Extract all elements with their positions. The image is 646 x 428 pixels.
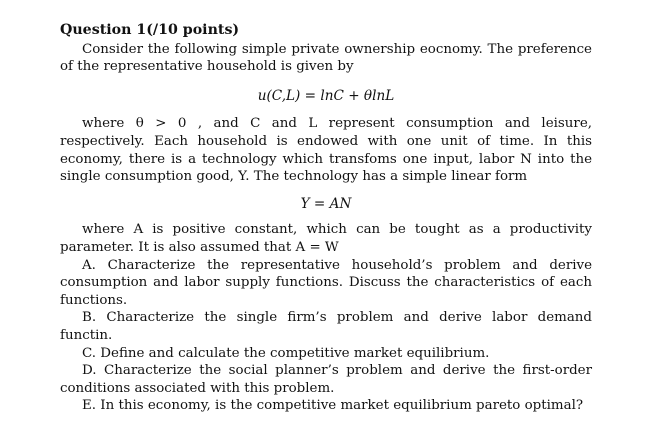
question-intro: Consider the following simple private ownership eocnomy. The preference of the representative household is given by (60, 41, 592, 75)
part-e: E. In this economy, is the competitive market equilibrium pareto optimal? (82, 398, 584, 414)
productivity-paragraph: where A is positive constant, which can be tought as a productivity parameter. It is also assumed that A = W (60, 222, 592, 255)
definitions-paragraph: where θ > 0 , and C and L represent consumption and leisure, respectively. Each household is endowed with one unit of time. In this economy, there is a technology which transfoms one input, labor N into the single consumption good, Y. The technology has a simple linear form (60, 116, 592, 185)
part-a: A. Characterize the representative household’s problem and derive consumption and labor supply functions. Discuss the characteristics of each functions. (60, 257, 592, 308)
question-title: Question 1(/10 points) (60, 22, 240, 38)
question-document (60, 22, 592, 415)
utility-equation: u(C,L) = lnC + θlnL (257, 87, 395, 104)
part-b: B. Characterize the single firm’s problem and derive labor demand functin. (60, 310, 592, 343)
part-d: D. Characterize the social planner’s problem and derive the first-order conditions associated with this problem. (60, 363, 592, 396)
production-equation: Y = AN (300, 195, 352, 212)
part-c: C. Define and calculate the competitive market equilibrium. (82, 345, 490, 361)
